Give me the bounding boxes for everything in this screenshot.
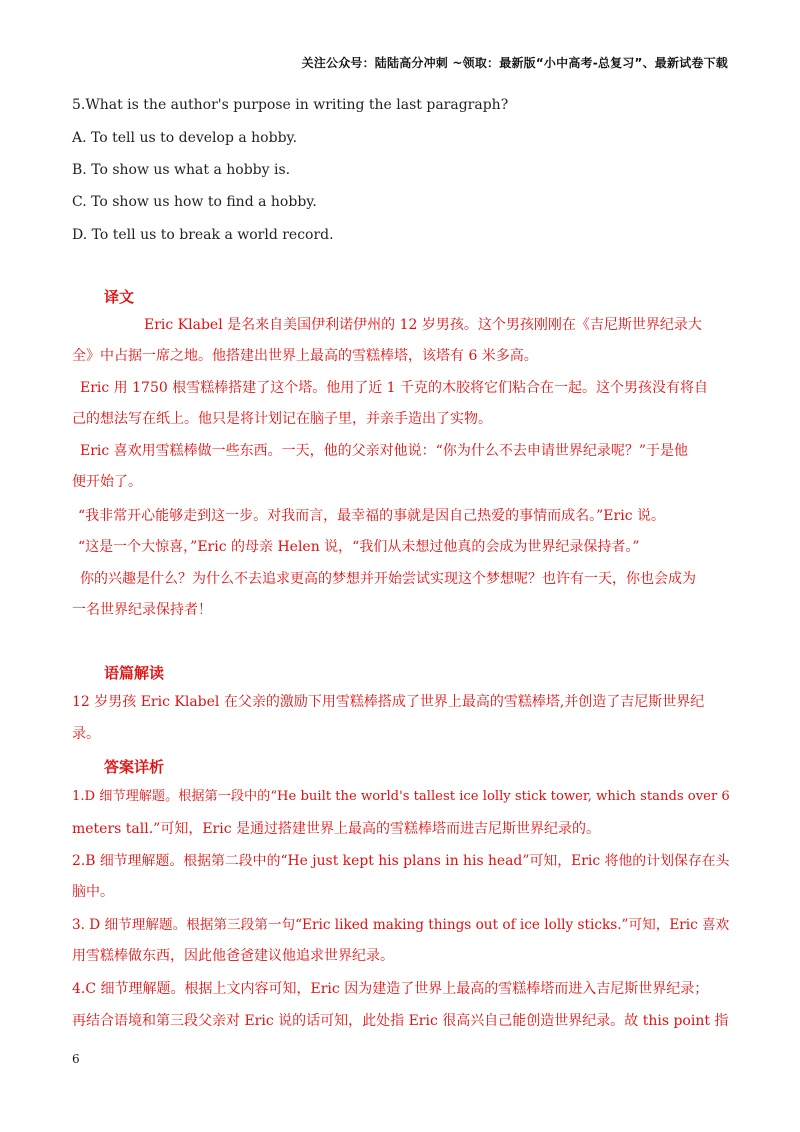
translation-line: 己的想法写在纸上。他只是将计划记在脑子里，并亲手造出了实物。 bbox=[72, 411, 492, 427]
answer-line: 4.C 细节理解题。根据上文内容可知，Eric 因为建造了世界上最高的雪糕棒塔而进入吉尼斯世界纪录； bbox=[72, 981, 709, 997]
reading-heading: 语篇解读 bbox=[104, 664, 165, 682]
answer-line: 再结合语境和第三段父亲对 Eric 说的话可知，此处指 Eric 很高兴自己能创造世界纪录。故 this point 指 bbox=[72, 1013, 729, 1029]
question-option-c: C. To show us how to find a hobby. bbox=[72, 194, 317, 210]
answer-line: 用雪糕棒做东西，因此他爸爸建议他追求世界纪录。 bbox=[72, 948, 394, 964]
translation-line: 全》中占据一席之地。他搭建出世界上最高的雪糕棒塔，该塔有 6 米多高。 bbox=[72, 348, 538, 364]
question-option-a: A. To tell us to develop a hobby. bbox=[72, 130, 298, 146]
question-option-b: B. To show us what a hobby is. bbox=[72, 162, 291, 178]
translation-line: Eric 用 1750 根雪糕棒搭建了这个塔。他用了近 1 千克的木胶将它们粘合在一起。这个男孩没有将自 bbox=[80, 380, 709, 396]
header-note: 关注公众号：陆陆高分冲刺 ~领取：最新版“小中高考-总复习”、最新试卷下载 bbox=[301, 56, 728, 70]
page-number: 6 bbox=[72, 1052, 80, 1066]
answers-heading: 答案详析 bbox=[104, 758, 165, 776]
answer-line: 3. D 细节理解题。根据第三段第一句“Eric liked making things out of ice lolly sticks.”可知，Eric 喜欢 bbox=[72, 917, 730, 933]
answer-line: 脑中。 bbox=[72, 884, 114, 900]
translation-line: “这是一个大惊喜，”Eric 的母亲 Helen 说，“我们从未想过他真的会成为世界纪录保持者。” bbox=[78, 539, 640, 555]
translation-line: 一名世界纪录保持者！ bbox=[72, 602, 212, 618]
translation-line: Eric Klabel 是名来自美国伊利诺伊州的 12 岁男孩。这个男孩刚刚在《吉尼斯世界纪录大 bbox=[144, 317, 702, 333]
reading-line: 12 岁男孩 Eric Klabel 在父亲的激励下用雪糕棒搭成了世界上最高的雪糕棒塔,并创造了吉尼斯世界纪 bbox=[72, 694, 705, 710]
question-stem: 5.What is the author's purpose in writing the last paragraph? bbox=[72, 97, 509, 113]
translation-heading: 译文 bbox=[104, 288, 135, 306]
translation-line: “我非常开心能够走到这一步。对我而言，最幸福的事就是因自己热爱的事情而成名。”Eric 说。 bbox=[78, 508, 665, 524]
question-option-d: D. To tell us to break a world record. bbox=[72, 227, 334, 243]
answer-line: meters tall.”可知，Eric 是通过搭建世界上最高的雪糕棒塔而进吉尼斯世界纪录的。 bbox=[72, 821, 601, 837]
reading-line: 录。 bbox=[72, 726, 100, 742]
translation-line: 便开始了。 bbox=[72, 474, 142, 490]
translation-line: 你的兴趣是什么？为什么不去追求更高的梦想并开始尝试实现这个梦想呢？也许有一天，你也会成为 bbox=[80, 571, 696, 587]
translation-line: Eric 喜欢用雪糕棒做一些东西。一天，他的父亲对他说：“你为什么不去申请世界纪录呢？”于是他 bbox=[80, 443, 688, 459]
answer-line: 2.B 细节理解题。根据第二段中的“He just kept his plans in his head”可知，Eric 将他的计划保存在头 bbox=[72, 853, 730, 869]
answer-line: 1.D 细节理解题。根据第一段中的“He built the world's tallest ice lolly stick tower, which stands over 6 bbox=[72, 789, 730, 804]
